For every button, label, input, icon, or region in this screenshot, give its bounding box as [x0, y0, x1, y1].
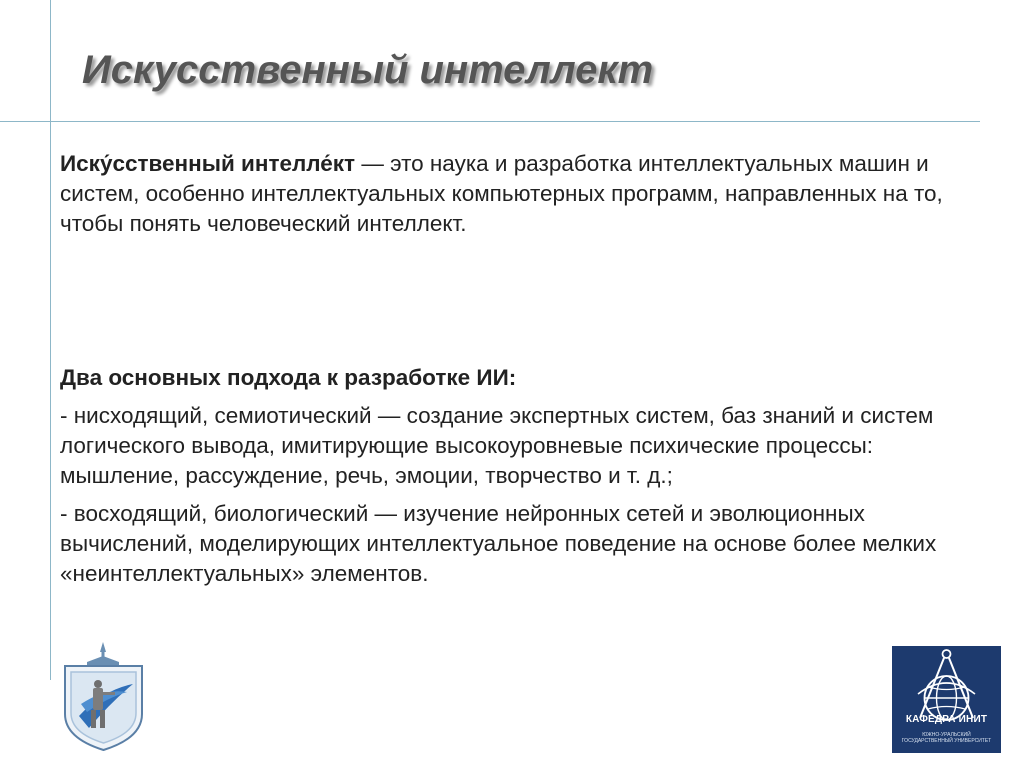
slide-title: Искусственный интеллект: [82, 48, 654, 92]
logo-label: КАФЕДРА ИНИТ: [905, 714, 988, 725]
logo-subtitle: ЮЖНО-УРАЛЬСКИЙ ГОСУДАРСТВЕННЫЙ УНИВЕРСИТЕТ: [901, 732, 992, 744]
approach-bottom-up: - восходящий, биологический — изучение нейронных сетей и эволюционных вычислений, моделирующих интеллектуальное поведение на основе более мелких «неинтеллектуальных» элементов.: [60, 501, 937, 586]
university-emblem-icon: [57, 640, 150, 752]
department-logo: [892, 646, 1001, 753]
slide-content: [60, 149, 985, 589]
vertical-accent-line: [50, 0, 51, 680]
definition-term: Иску́сственный интелле́кт: [60, 151, 356, 176]
approach-top-down: - нисходящий, семиотический — создание экспертных систем, баз знаний и систем логического вывода, имитирующие высокоуровневые психические процессы: мышление, рассуждение, речь, эмоции, творчество и т. д.;: [60, 403, 934, 488]
definition-paragraph: [60, 149, 985, 239]
approaches-heading: Два основных подхода к разработке ИИ:: [60, 365, 517, 390]
horizontal-accent-line: [0, 121, 980, 122]
university-emblem: [57, 640, 150, 752]
definition-text: — это наука и разработка интеллектуальных машин и систем, особенно интеллектуальных компьютерных программ, направленных на то, чтобы понять человеческий интеллект.: [60, 151, 943, 236]
